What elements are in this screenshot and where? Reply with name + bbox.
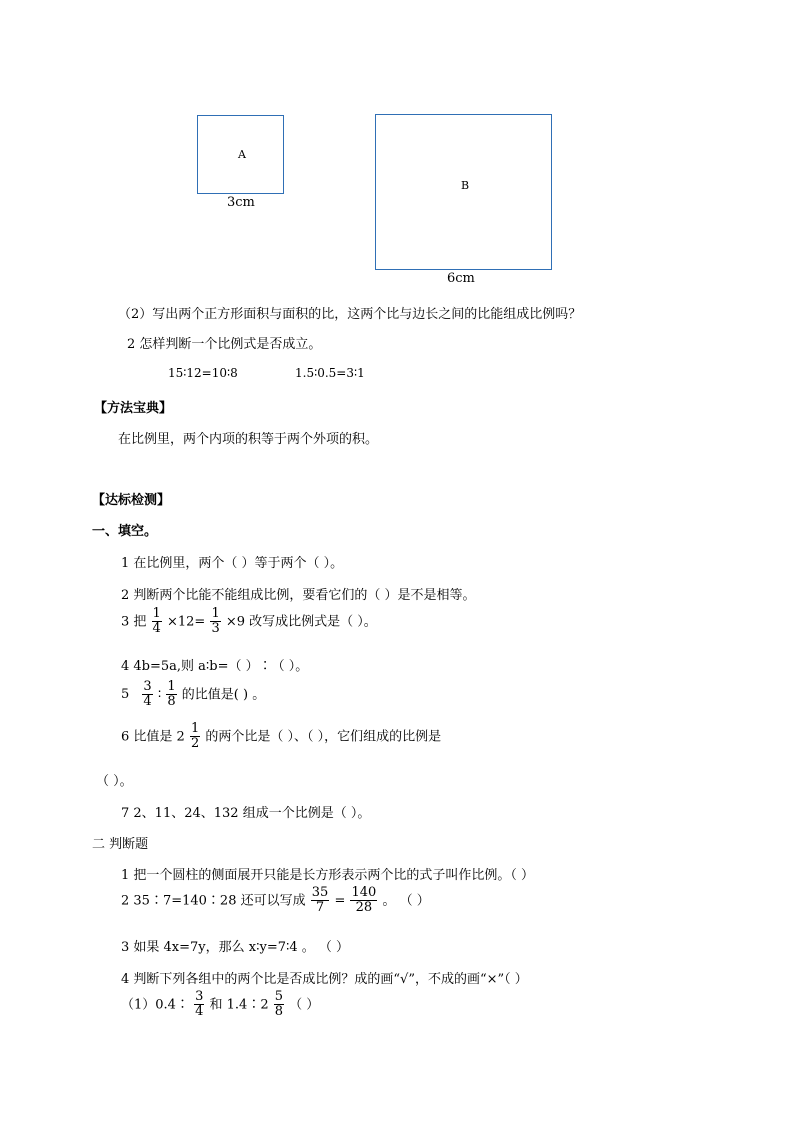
fraction-one-half: $\frac{1}{2}$ (190, 721, 200, 752)
check-heading: 【达标检测】 (92, 493, 171, 508)
example-2: 1.5∶0.5=3∶1 (295, 366, 365, 380)
fraction-one-third: $\frac{1}{3}$ (211, 606, 220, 637)
square-a-side-label: 3cm (227, 195, 255, 210)
fraction-five-eighths: $\frac{5}{8}$ (274, 989, 284, 1020)
fill-item-6-post: 的两个比是（ ）、（ ），它们组成的比例是 (205, 729, 442, 745)
fraction-one-eighth: $\frac{1}{8}$ (167, 679, 176, 710)
fill-item-3 (121, 607, 377, 637)
fill-item-7: 7 2、11、24、132 组成一个比例是（ ）。 (121, 806, 371, 821)
fraction-three-quarters: $\frac{3}{4}$ (143, 679, 152, 710)
judge-item-2-post: 。 （ ） (382, 893, 430, 909)
example-1: 15∶12=10∶8 (168, 366, 238, 380)
judge-question-title: 2 怎样判断一个比例式是否成立。 (127, 337, 322, 352)
judge-item-4-part-1 (121, 990, 319, 1020)
fill-item-5 (121, 680, 265, 710)
judge-item-4: 4 判断下列各组中的两个比是否成比例？成的画“√”，不成的画“×”（ ） (121, 972, 528, 987)
fraction-three-quarters-b: $\frac{3}{4}$ (195, 989, 204, 1020)
fill-item-5-post: 的比值是( ) 。 (181, 687, 266, 703)
fill-item-5-pre: 5 (121, 687, 130, 703)
section-2-title: 二 判断题 (92, 837, 149, 852)
fill-item-1: 1 在比例里，两个（ ）等于两个（ ）。 (121, 556, 344, 571)
fill-item-6 (121, 722, 441, 752)
judge-item-2-eq: = (334, 893, 346, 909)
judge-item-1: 1 把一个圆柱的侧面展开只能是长方形表示两个比的式子叫作比例。（ ） (121, 868, 535, 883)
fill-item-5-colon: ∶ (157, 687, 162, 703)
square-b-label: B (461, 179, 470, 192)
method-text: 在比例里，两个内项的积等于两个外项的积。 (118, 432, 379, 447)
fill-item-3-pre: 3 把 (121, 614, 147, 630)
fraction-140-over-28: $\frac{140}{28}$ (351, 885, 377, 916)
section-1-title: 一、填空。 (92, 524, 158, 539)
square-a (197, 115, 284, 194)
fill-item-4: 4 4b=5a,则 a∶b=（ ）∶（ ）。 (121, 659, 309, 674)
fill-item-3-mid: ×12= (166, 614, 206, 630)
fill-item-2: 2 判断两个比能不能组成比例，要看它们的（ ）是不是相等。 (121, 588, 476, 603)
fill-item-6-pre: 6 比值是 2 (121, 729, 185, 745)
judge-item-5-pre: （1）0.4∶ (121, 997, 189, 1013)
fraction-35-over-7: $\frac{35}{7}$ (311, 885, 329, 916)
square-b (375, 114, 552, 270)
fill-item-3-post: ×9 改写成比例式是（ ）。 (225, 614, 377, 630)
judge-item-5-post: （ ） (289, 997, 320, 1013)
square-b-side-label: 6cm (447, 271, 475, 286)
fill-item-6-continued: （ ）。 (96, 774, 133, 789)
judge-item-3: 3 如果 4x=7y，那么 x∶y=7∶4 。 （ ） (121, 940, 350, 955)
fraction-one-quarter: $\frac{1}{4}$ (152, 606, 161, 637)
judge-item-2-pre: 2 35∶7=140∶28 还可以写成 (121, 893, 306, 909)
method-heading: 【方法宝典】 (94, 401, 173, 416)
judge-item-5-mid: 和 1.4∶2 (209, 997, 269, 1013)
square-a-label: A (238, 148, 246, 161)
judge-item-2 (121, 886, 430, 916)
question-2-text: （2）写出两个正方形面积与面积的比，这两个比与边长之间的比能组成比例吗？ (118, 307, 582, 322)
